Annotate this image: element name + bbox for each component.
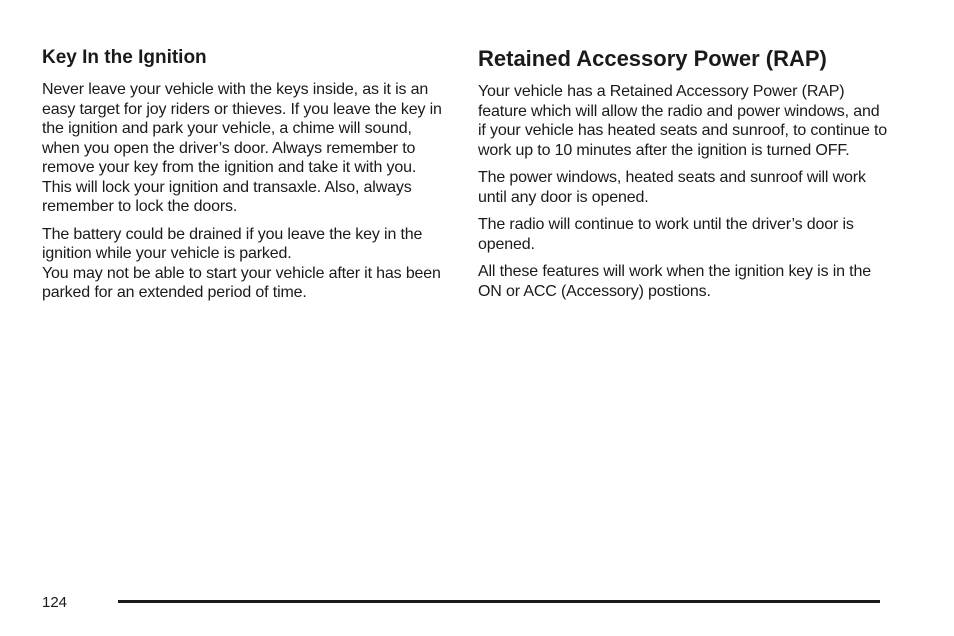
paragraph: Never leave your vehicle with the keys inside, as it is an easy target for joy riders or thieves. If you leave the key in the ignition and park your vehicle, a chime will sound, when you open the driver’s door. Always remember to remove your key from the ignition and take it with you. This will lock your ignition and transaxle. Also, always remember to lock the doors. [42,81,442,215]
section-heading-rap: Retained Accessory Power (RAP) [478,46,827,71]
footer-rule [118,600,880,603]
paragraph: The radio will continue to work until the driver’s door is opened. [478,216,854,253]
paragraph: All these features will work when the ignition key is in the ON or ACC (Accessory) postions. [478,263,871,300]
paragraph: The battery could be drained if you leave the key in the ignition while your vehicle is parked. [42,225,423,262]
paragraph: You may not be able to start your vehicle after it has been parked for an extended period of time. [42,264,441,301]
page-number: 124 [42,594,68,611]
paragraph: The power windows, heated seats and sunroof will work until any door is opened. [478,169,866,206]
section-heading-key-in-ignition: Key In the Ignition [42,47,207,68]
right-column-body [478,82,888,309]
left-column-body [42,80,446,311]
paragraph: Your vehicle has a Retained Accessory Power (RAP) feature which will allow the radio and power windows, and if your vehicle has heated seats and sunroof, to continue to work up to 10 minutes after the ignition is turned OFF. [478,83,888,159]
